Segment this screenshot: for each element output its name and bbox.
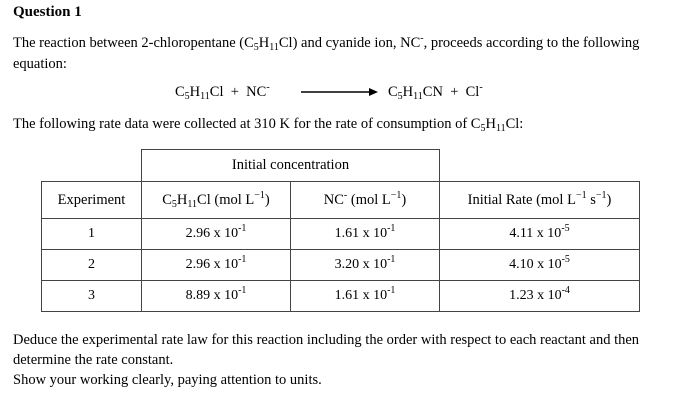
table-row [42, 281, 640, 312]
rate-value: 1.23 x $10^{-4}$ [440, 281, 640, 312]
rate-value: 4.11 x $10^{-5}$ [440, 219, 640, 250]
table-row [42, 219, 640, 250]
experiment-number: 2 [42, 250, 142, 281]
question-intro: The reaction between 2-chloropentane $(C_5H_{11}Cl)$ and cyanide ion, NC-, proceeds according to the following equation: [13, 33, 640, 72]
instruction-working: Show your working clearly, paying attention to units. [13, 372, 322, 388]
initial-concentration-header: Initial concentration [142, 150, 440, 182]
nc-value: 3.20 x $10^{-1}$ [291, 250, 440, 281]
initial-rate-header: Initial Rate (mol $L^{-1}$ $s^{-1}$) [440, 182, 640, 219]
experiment-header: Experiment [42, 182, 142, 219]
question-instructions [13, 330, 678, 390]
nc-value: 1.61 x $10^{-1}$ [291, 281, 440, 312]
c5h11cl-value: 2.96 x $10^{-1}$ [142, 250, 291, 281]
experiment-number: 3 [42, 281, 142, 312]
nc-value: 1.61 x $10^{-1}$ [291, 219, 440, 250]
question-title: Question 1 [13, 4, 82, 20]
experiment-number: 1 [42, 219, 142, 250]
instruction-deduce: Deduce the experimental rate law for this reaction including the order with respect to each reactant and then determine the rate constant. [13, 332, 640, 368]
equation-products: $C_5H_{11}CN + Cl^-$ [388, 82, 483, 102]
table-row [42, 250, 640, 281]
c5h11cl-value: 8.89 x $10^{-1}$ [142, 281, 291, 312]
rate-value: 4.10 x $10^{-5}$ [440, 250, 640, 281]
rate-data-intro: The following rate data were collected at 310 K for the rate of consumption of $C_5H_{11}Cl$: [13, 116, 524, 134]
rate-data-table [41, 149, 640, 312]
equation-reactants: $C_5H_{11}Cl + NC^-$ [175, 82, 270, 102]
c5h11cl-concentration-header: $C_5H_{11}Cl$ (mol $L^{-1}$) [142, 182, 291, 219]
reaction-arrow-icon [299, 84, 379, 100]
c5h11cl-value: 2.96 x $10^{-1}$ [142, 219, 291, 250]
nc-concentration-header: NC- (mol $L^{-1}$) [291, 182, 440, 219]
